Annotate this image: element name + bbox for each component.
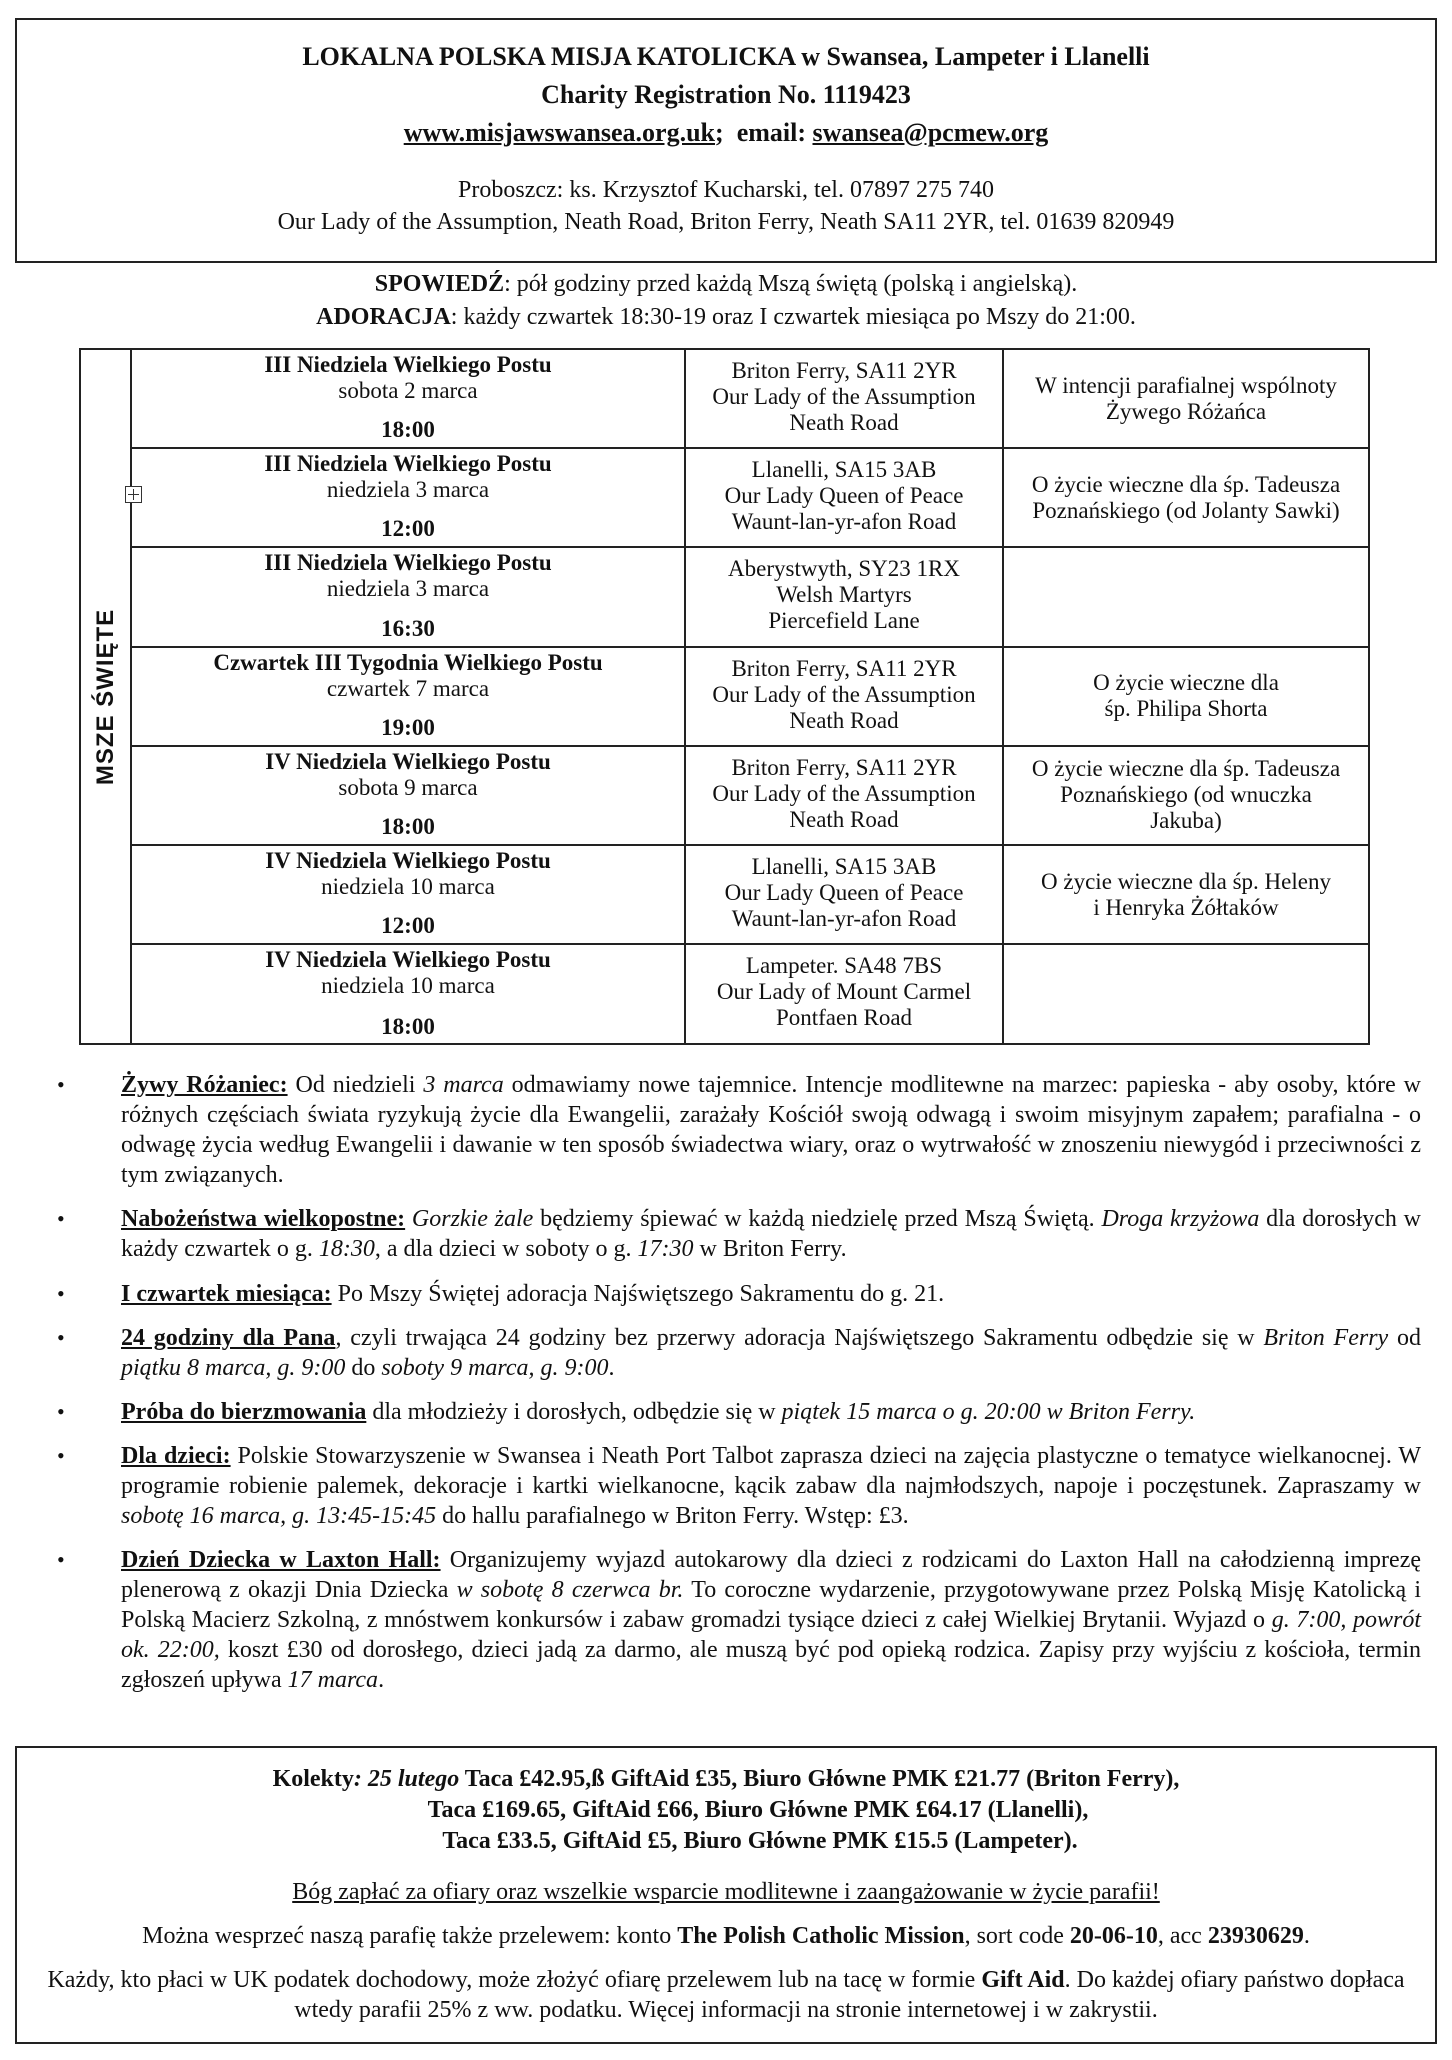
- note-heading: 24 godziny dla Pana: [121, 1325, 336, 1351]
- mass-title: IV Niedziela Wielkiego Postu: [265, 748, 551, 774]
- mass-day: czwartek 7 marca: [326, 675, 490, 701]
- intention-text: [1041, 869, 1331, 921]
- footer-box: [15, 1746, 1437, 2044]
- mass-occasion-cell: [132, 945, 686, 1044]
- note-heading: Próba do bierzmowania: [121, 1399, 367, 1425]
- adoration-text: : każdy czwartek 18:30-19 oraz I czwartek miesiąca po Mszy do 21:00.: [450, 304, 1136, 330]
- mass-intention-cell: [1004, 449, 1368, 546]
- location-line: Our Lady Queen of Peace: [724, 483, 964, 509]
- mass-occasion-cell: [132, 648, 686, 745]
- side-label: MSZE ŚWIĘTE: [92, 608, 119, 785]
- location-line: Lampeter. SA48 7BS: [745, 953, 943, 979]
- adoration-line: [0, 301, 1452, 334]
- mass-occasion-cell: [132, 846, 686, 943]
- mass-location-cell: [686, 747, 1004, 844]
- header-box: [15, 18, 1437, 263]
- mass-intention-cell: [1004, 648, 1368, 745]
- mass-occasion-cell: [132, 350, 686, 447]
- adoration-label: ADORACJA: [316, 304, 451, 330]
- note-heading: Dzień Dziecka w Laxton Hall:: [121, 1547, 441, 1573]
- gift-aid-line: Każdy, kto płaci w UK podatek dochodowy, może złożyć ofiarę przelewem lub na tacę w formie Gift Aid. Do każdej ofiary państwo dopłaca wtedy parafii 25% z ww. podatku. Więcej informacji na stronie internetowej i w zakrystii.: [47, 1967, 1405, 2023]
- mass-occasion-cell: [132, 449, 686, 546]
- location-line: Llanelli, SA15 3AB: [751, 457, 937, 483]
- mass-title: IV Niedziela Wielkiego Postu: [265, 947, 551, 973]
- website-link[interactable]: www.misjawswansea.org.uk: [403, 118, 716, 147]
- location-line: Neath Road: [789, 806, 899, 832]
- intention-line: O życie wieczne dla: [1093, 670, 1279, 696]
- mass-intention-cell: [1004, 350, 1368, 447]
- mass-intention-cell: [1004, 548, 1368, 645]
- location-line: Our Lady of the Assumption: [712, 384, 976, 409]
- note-heading: I czwartek miesiąca:: [121, 1281, 332, 1307]
- mass-day: niedziela 3 marca: [326, 576, 490, 602]
- mission-title: LOKALNA POLSKA MISJA KATOLICKA w Swansea, Lampeter i Llanelli: [302, 42, 1150, 71]
- mass-time: 12:00: [381, 913, 435, 939]
- note-for-children: • Dla dzieci: Polskie Stowarzyszenie w Swansea i Neath Port Talbot zaprasza dzieci na zajęcia plastyczne o tematyce wielkanocnej. W programie robienie palemek, dekoracje i kartki wielkanocne, kącik zabaw dla najmłodszych, napoje i poczęstunek. Zapraszamy w sobotę 16 marca, g. 13:45-15:45 do hallu parafialnego w Briton Ferry. Wstęp: £3.: [57, 1443, 1422, 1529]
- mass-row: [132, 945, 1368, 1044]
- mass-day: niedziela 10 marca: [321, 973, 495, 999]
- mass-location-cell: [686, 945, 1004, 1044]
- mass-time: 18:00: [381, 417, 435, 443]
- location-line: Our Lady Queen of Peace: [724, 880, 964, 905]
- bank-transfer-line: Można wesprzeć naszą parafię także przelewem: konto The Polish Catholic Mission, sort code 20-06-10, acc 23930629.: [142, 1923, 1310, 1949]
- location-line: Our Lady of the Assumption: [712, 780, 976, 806]
- intention-line: Poznańskiego (od Jolanty Sawki): [1032, 497, 1340, 523]
- mass-title: Czwartek III Tygodnia Wielkiego Postu: [213, 649, 603, 675]
- mass-day: niedziela 10 marca: [321, 874, 495, 899]
- location-line: Briton Ferry, SA11 2YR: [731, 358, 957, 383]
- bullet: •: [57, 1206, 65, 1231]
- note-childrens-day: • Dzień Dziecka w Laxton Hall: Organizujemy wyjazd autokarowy dla dzieci z rodzicami do Laxton Hall na całodzienną imprezę plenerową z okazji Dnia Dziecka w sobotę 8 czerwca br. To coroczne wydarzenie, przygotowywane przez Polską Misję Katolicką i Polską Macierz Szkolną, z mnóstwem konkursów i zabaw gromadzi tysiące dzieci z całej Wielkiej Brytanii. Wyjazd o g. 7:00, powrót ok. 22:00, koszt £30 od dorosłego, dzieci jadą za darmo, ale muszą być pod opieką rodzica. Zapisy przy wyjściu z kościoła, termin zgłoszeń upływa 17 marca.: [57, 1547, 1421, 1693]
- note-first-thursday: • I czwartek miesiąca: Po Mszy Świętej adoracja Najświętszego Sakramentu do g. 21.: [57, 1281, 945, 1307]
- mass-time: 19:00: [381, 714, 435, 740]
- mass-intention-cell: [1004, 747, 1368, 844]
- contact-separator: ;: [715, 118, 724, 147]
- note-heading: Nabożeństwa wielkopostne:: [121, 1206, 406, 1232]
- confession-label: SPOWIEDŹ: [374, 271, 505, 297]
- intention-line: Poznańskiego (od wnuczka: [1060, 782, 1312, 808]
- intention-line: Żywego Różańca: [1105, 398, 1267, 424]
- bullet: •: [57, 1325, 65, 1350]
- mass-row: [132, 350, 1368, 449]
- note-lent-services: • Nabożeństwa wielkopostne: Gorzkie żale będziemy śpiewać w każdą niedzielę przed Mszą Świętą. Droga krzyżowa dla dorosłych w każdy czwartek o g. 18:30, a dla dzieci w soboty o g. 17:30 w Briton Ferry.: [57, 1206, 1422, 1262]
- mass-row: [132, 846, 1368, 945]
- email-label: email:: [736, 118, 806, 147]
- location-line: Waunt-lan-yr-afon Road: [731, 906, 957, 931]
- mass-time: 16:30: [381, 615, 435, 641]
- collections-line-3: Taca £33.5, GiftAid £5, Biuro Główne PMK £15.5 (Lampeter).: [442, 1828, 1078, 1854]
- mass-title: IV Niedziela Wielkiego Postu: [265, 848, 551, 873]
- mass-time: 12:00: [381, 516, 435, 542]
- charity-registration: Charity Registration No. 1119423: [541, 80, 911, 109]
- intention-line: W intencji parafialnej wspólnoty: [1035, 372, 1337, 398]
- mass-row: [132, 449, 1368, 548]
- mass-day: sobota 9 marca: [338, 774, 478, 800]
- intention-text: [1093, 670, 1279, 722]
- intention-text: [1032, 472, 1340, 524]
- location-line: Llanelli, SA15 3AB: [751, 854, 937, 879]
- mass-title: III Niedziela Wielkiego Postu: [264, 550, 552, 576]
- mass-intention-cell: [1004, 945, 1368, 1044]
- intention-text: [1035, 373, 1337, 425]
- confession-line: [0, 268, 1452, 301]
- note-confirmation: • Próba do bierzmowania dla młodzieży i dorosłych, odbędzie się w piątek 15 marca o g. 20:00 w Briton Ferry.: [57, 1399, 1196, 1425]
- intention-line: O życie wieczne dla śp. Heleny: [1041, 868, 1331, 894]
- location-line: Piercefield Lane: [768, 608, 920, 634]
- note-heading: Żywy Różaniec:: [121, 1072, 288, 1098]
- confession-text: : pół godziny przed każdą Mszą świętą (polską i angielską).: [504, 271, 1078, 297]
- mass-occasion-cell: [132, 747, 686, 844]
- location-line: Pontfaen Road: [775, 1005, 913, 1031]
- mass-time: 18:00: [381, 813, 435, 839]
- mass-location-cell: [686, 548, 1004, 645]
- intention-line: O życie wieczne dla śp. Tadeusza: [1031, 756, 1341, 782]
- mass-row: [132, 548, 1368, 647]
- collections-line-1: Kolekty: 25 lutego Taca £42.95,ß GiftAid £35, Biuro Główne PMK £21.77 (Briton Ferry),: [272, 1766, 1180, 1792]
- location-line: Aberystwyth, SY23 1RX: [728, 556, 960, 582]
- intention-line: O życie wieczne dla śp. Tadeusza: [1031, 471, 1341, 497]
- church-address: Our Lady of the Assumption, Neath Road, Briton Ferry, Neath SA11 2YR, tel. 01639 820949: [277, 209, 1175, 235]
- mass-time: 18:00: [381, 1014, 435, 1040]
- location-line: Welsh Martyrs: [776, 582, 912, 608]
- bullet: •: [57, 1443, 65, 1468]
- intention-text: [1032, 756, 1340, 834]
- location-line: Waunt-lan-yr-afon Road: [731, 509, 957, 535]
- bullet: •: [57, 1072, 65, 1097]
- intention-line: Jakuba): [1150, 808, 1222, 834]
- mass-intention-cell: [1004, 846, 1368, 943]
- mass-location-cell: [686, 449, 1004, 546]
- mass-location-cell: [686, 648, 1004, 745]
- note-rosary: • Żywy Różaniec: Od niedzieli 3 marca odmawiamy nowe tajemnice. Intencje modlitewne na marzec: papieska - aby osoby, które w różnych częściach świata ryzykują życie dla Ewangelii, zarażały Kościół swoją odwagą i swoim misyjnym zapałem; parafialna - o odwagę życia według Ewangelii i dawanie w ten sposób świadectwa wiary, oraz o wytrwałość w znoszeniu niewygód i przeciwności z tym związanych.: [57, 1072, 1421, 1188]
- note-24-hours: • 24 godziny dla Pana, czyli trwająca 24 godziny bez przerwy adoracja Najświętszego Sakramentu odbędzie się w Briton Ferry od piątku 8 marca, g. 9:00 do soboty 9 marca, g. 9:00.: [57, 1325, 1421, 1381]
- mass-day: sobota 2 marca: [338, 378, 478, 403]
- mass-location-cell: [686, 350, 1004, 447]
- info-block: [0, 268, 1452, 334]
- mass-occasion-cell: [132, 548, 686, 645]
- mass-location-cell: [686, 846, 1004, 943]
- intention-line: i Henryka Żółtaków: [1093, 894, 1279, 920]
- bullet: •: [57, 1547, 65, 1572]
- note-heading: Dla dzieci:: [121, 1443, 231, 1469]
- contact-line: [17, 114, 1435, 152]
- location-line: Briton Ferry, SA11 2YR: [731, 754, 957, 780]
- pastor-line: Proboszcz: ks. Krzysztof Kucharski, tel. 07897 275 740: [458, 177, 994, 203]
- mass-row: [132, 648, 1368, 747]
- location-line: Our Lady of Mount Carmel: [716, 979, 972, 1005]
- location-line: Neath Road: [789, 410, 899, 435]
- location-line: Neath Road: [789, 707, 899, 733]
- mass-title: III Niedziela Wielkiego Postu: [264, 352, 552, 377]
- email-link[interactable]: swansea@pcmew.org: [812, 118, 1049, 147]
- mass-title: III Niedziela Wielkiego Postu: [264, 451, 552, 477]
- mass-row: [132, 747, 1368, 846]
- bullet: •: [57, 1399, 65, 1424]
- location-line: Briton Ferry, SA11 2YR: [731, 655, 957, 681]
- intention-line: śp. Philipa Shorta: [1104, 696, 1268, 722]
- side-column: [81, 350, 132, 1043]
- thanks-line: Bóg zapłać za ofiary oraz wszelkie wsparcie modlitewne i zaangażowanie w życie parafii!: [292, 1879, 1160, 1905]
- mass-schedule-table: [79, 348, 1370, 1045]
- location-line: Our Lady of the Assumption: [712, 681, 976, 707]
- bullet: •: [57, 1281, 65, 1306]
- mass-day: niedziela 3 marca: [326, 477, 490, 503]
- collections-line-2: Taca £169.65, GiftAid £66, Biuro Główne PMK £64.17 (Llanelli),: [427, 1797, 1089, 1823]
